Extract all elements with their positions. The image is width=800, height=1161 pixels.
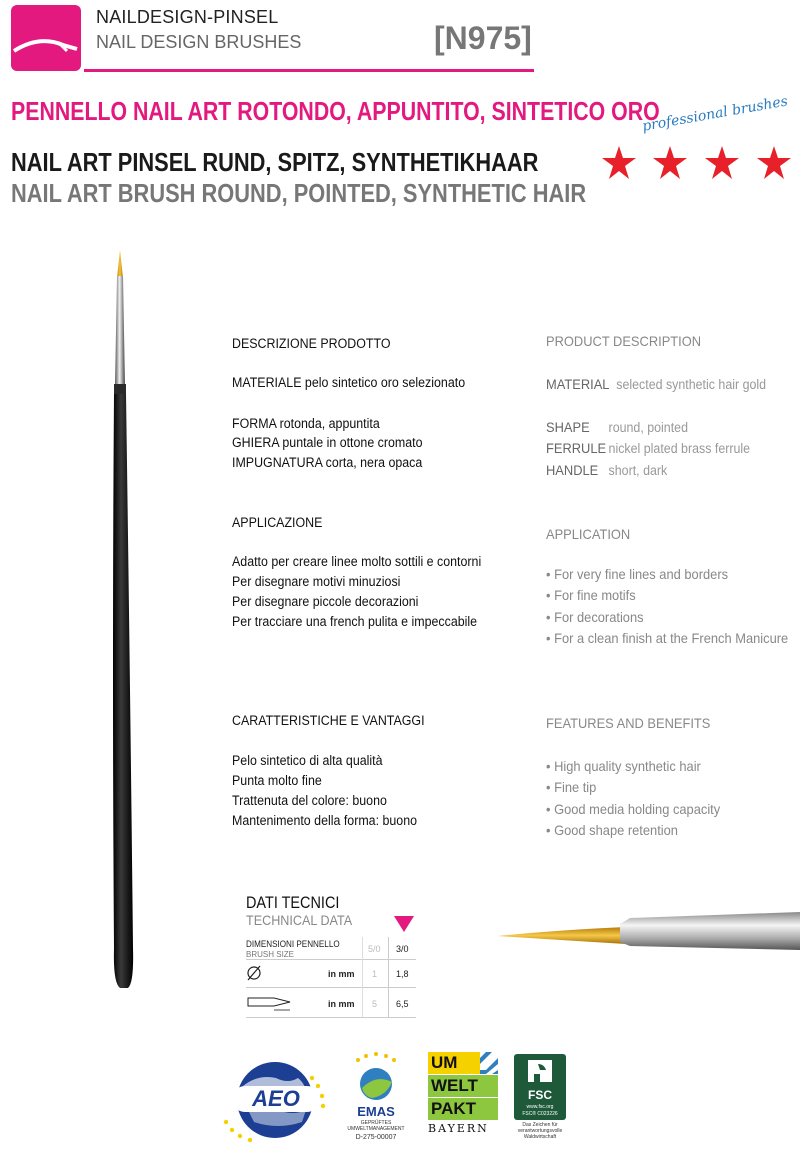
title-german: NAIL ART PINSEL RUND, SPITZ, SYNTHETIKHAAR xyxy=(11,147,539,177)
aeo-logo xyxy=(218,1056,333,1144)
it-handle: IMPUGNATURA corta, nera opaca xyxy=(232,455,423,470)
tech-heading-en: TECHNICAL DATA xyxy=(246,912,353,928)
star-icon xyxy=(653,146,687,179)
length-unit: in mm xyxy=(328,999,355,1009)
professional-badge-text: professional brushes xyxy=(641,93,790,135)
tech-heading-it: DATI TECNICI xyxy=(246,893,340,912)
tech-table xyxy=(246,937,416,1017)
brand-logo xyxy=(11,5,81,71)
brush-arc-icon xyxy=(11,5,81,71)
star-icon xyxy=(602,146,636,179)
emas-code: D-275-00007 xyxy=(355,1134,397,1141)
list-item: Trattenuta del colore: buono xyxy=(232,793,387,808)
hair-length-icon xyxy=(246,993,296,1013)
en-handle-label: HANDLE xyxy=(546,462,599,478)
en-handle xyxy=(546,462,667,478)
en-shape xyxy=(546,419,688,435)
list-item: Per disegnare motivi minuziosi xyxy=(232,574,401,589)
en-ferrule-label: FERRULE xyxy=(546,440,607,456)
emas-logo xyxy=(346,1052,406,1147)
it-features-heading: CARATTERISTICHE E VANTAGGI xyxy=(232,713,425,728)
list-item: • For decorations xyxy=(546,609,644,625)
en-ferrule xyxy=(546,440,750,456)
bavaria-flag-icon xyxy=(480,1052,498,1074)
list-item: • Good media holding capacity xyxy=(546,801,721,817)
star-icon xyxy=(705,146,739,179)
list-item: • For very fine lines and borders xyxy=(546,566,729,582)
size-label-it: DIMENSIONI PENNELLO xyxy=(246,939,340,949)
en-features-heading: FEATURES AND BENEFITS xyxy=(546,715,711,731)
fsc-code: FSC® C023226 xyxy=(522,1111,558,1117)
size-col-1: 5/0 xyxy=(368,944,381,954)
emas-text: EMAS xyxy=(357,1104,395,1119)
title-italian: PENNELLO NAIL ART ROTONDO, APPUNTITO, SINTETICO ORO xyxy=(11,96,660,126)
diameter-value-2: 1,8 xyxy=(396,969,409,979)
product-code: [N975] xyxy=(434,20,532,56)
list-item: • For a clean finish at the French Manicure xyxy=(546,630,789,646)
diameter-value-1: 1 xyxy=(372,969,378,979)
it-material: MATERIALE pelo sintetico oro selezionato xyxy=(232,375,466,390)
size-label-en: BRUSH SIZE xyxy=(246,950,295,959)
selected-size-marker-icon xyxy=(394,916,414,934)
en-description-heading: PRODUCT DESCRIPTION xyxy=(546,333,702,349)
length-value-2: 6,5 xyxy=(396,999,409,1009)
en-shape-label: SHAPE xyxy=(546,419,590,435)
brush-tip-closeup-image xyxy=(498,900,800,964)
emas-sub2: UMWELTMANAGEMENT xyxy=(347,1126,405,1132)
list-item: Punta molto fine xyxy=(232,773,322,788)
emas-sub1: GEPRÜFTES xyxy=(360,1120,392,1126)
en-handle-value: short, dark xyxy=(608,463,668,478)
list-item: Mantenimento della forma: buono xyxy=(232,813,418,828)
umwelt-welt: WELT xyxy=(428,1075,498,1097)
header-rule xyxy=(84,69,534,72)
umwelt-bayern: BAYERN xyxy=(428,1122,489,1135)
list-item: Pelo sintetico di alta qualità xyxy=(232,753,383,768)
it-shape: FORMA rotonda, appuntita xyxy=(232,416,380,431)
list-item: • High quality synthetic hair xyxy=(546,758,701,774)
fsc-text: FSC xyxy=(528,1088,552,1102)
fsc-url: www.fsc.org xyxy=(526,1104,554,1110)
en-shape-value: round, pointed xyxy=(608,420,688,435)
star-icon xyxy=(757,146,791,179)
category-en: NAIL DESIGN BRUSHES xyxy=(96,32,302,52)
fsc-logo xyxy=(514,1054,566,1120)
length-value-1: 5 xyxy=(372,999,378,1009)
umweltpakt-logo xyxy=(428,1052,498,1140)
category-de: NAILDESIGN-PINSEL xyxy=(96,7,279,27)
list-item: Per disegnare piccole decorazioni xyxy=(232,594,419,609)
list-item: • Fine tip xyxy=(546,779,597,795)
en-material-value: selected synthetic hair gold xyxy=(616,377,767,392)
en-application-heading: APPLICATION xyxy=(546,526,631,542)
list-item: • Good shape retention xyxy=(546,822,678,838)
size-col-2: 3/0 xyxy=(396,944,409,954)
it-application-heading: APPLICAZIONE xyxy=(232,515,323,530)
aeo-text: AEO xyxy=(232,1086,320,1112)
umwelt-pakt: PAKT xyxy=(428,1098,498,1120)
diameter-icon xyxy=(246,964,262,982)
umwelt-um: UM xyxy=(428,1052,481,1074)
en-material xyxy=(546,376,766,392)
rating-stars xyxy=(602,144,794,184)
list-item: Per tracciare una french pulita e impeccabile xyxy=(232,614,478,629)
list-item: Adatto per creare linee molto sottili e contorni xyxy=(232,554,482,569)
it-description-heading: DESCRIZIONE PRODOTTO xyxy=(232,336,391,351)
title-english: NAIL ART BRUSH ROUND, POINTED, SYNTHETIC HAIR xyxy=(11,178,587,208)
it-ferrule: GHIERA puntale in ottone cromato xyxy=(232,435,423,450)
fsc-note: Das Zeichen für verantwortungsvolle Waldwirtschaft xyxy=(517,1122,563,1140)
brush-vertical-image xyxy=(100,248,150,998)
diameter-unit: in mm xyxy=(328,969,355,979)
en-ferrule-value: nickel plated brass ferrule xyxy=(608,441,751,456)
list-item: • For fine motifs xyxy=(546,587,636,603)
en-material-label: MATERIAL xyxy=(546,376,609,392)
